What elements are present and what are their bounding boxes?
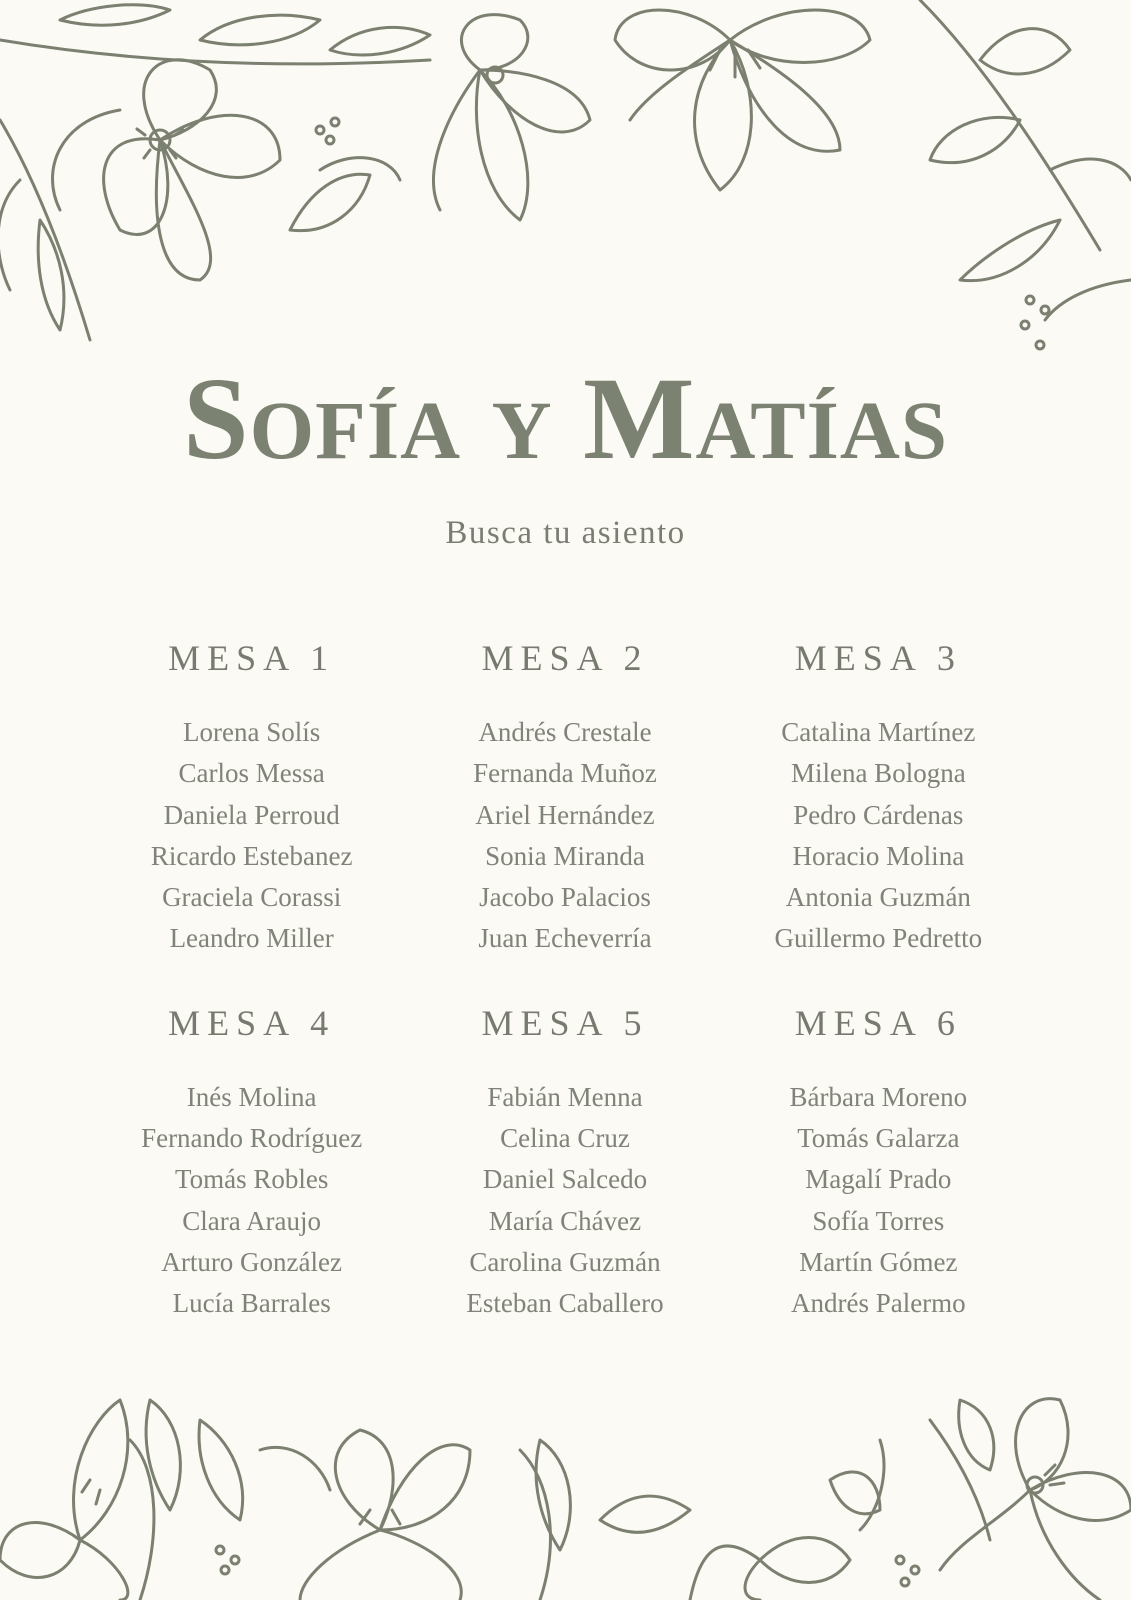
guest-name: Celina Cruz — [500, 1123, 630, 1154]
guest-name: Clara Araujo — [182, 1205, 322, 1236]
guest-list — [408, 1077, 721, 1325]
guest-list — [95, 1077, 408, 1325]
guest-name: Tomás Galarza — [797, 1123, 960, 1154]
guest-name: Arturo González — [161, 1246, 342, 1277]
page-subtitle: Busca tu asiento — [445, 515, 686, 551]
guest-name: Magalí Prado — [805, 1164, 952, 1195]
guest-name: Ricardo Estebanez — [150, 840, 353, 871]
guest-name: Milena Bologna — [790, 758, 966, 789]
guest-list — [722, 712, 1035, 960]
guest-name: Juan Echeverría — [478, 923, 652, 954]
guest-name: Antonia Guzmán — [785, 882, 971, 913]
floral-border-bottom — [0, 1360, 1131, 1600]
flower-icon — [434, 15, 590, 220]
table-title: MESA 1 — [168, 638, 336, 678]
guest-name: Graciela Corassi — [162, 882, 342, 913]
flower-icon — [0, 1400, 128, 1600]
table-card — [722, 1002, 1035, 1325]
guest-name: Jacobo Palacios — [479, 882, 651, 913]
table-title: MESA 2 — [481, 638, 649, 678]
floral-border-top — [0, 0, 1131, 360]
guest-list — [722, 1077, 1035, 1325]
guest-name: Bárbara Moreno — [789, 1081, 968, 1112]
table-card — [722, 640, 1035, 960]
guest-name: Andrés Palermo — [790, 1288, 966, 1319]
guest-name: Leandro Miller — [169, 923, 334, 954]
flower-icon — [300, 1430, 470, 1600]
table-card — [408, 640, 721, 960]
guest-name: Carolina Guzmán — [469, 1246, 661, 1277]
guest-name: Sonia Miranda — [485, 840, 645, 871]
flower-icon — [615, 10, 870, 190]
guest-name: Lorena Solís — [183, 717, 321, 747]
guest-name: Sofía Torres — [812, 1205, 945, 1236]
guest-name: Pedro Cárdenas — [793, 799, 964, 830]
guest-name: Lucía Barrales — [172, 1288, 331, 1319]
guest-name: Esteban Caballero — [466, 1288, 664, 1319]
guest-name: Tomás Robles — [174, 1164, 329, 1195]
table-title: MESA 5 — [481, 1002, 649, 1043]
guest-name: Andrés Crestale — [478, 717, 652, 747]
guest-name: Carlos Messa — [178, 758, 325, 789]
guest-name: Catalina Martínez — [781, 717, 976, 747]
table-title: MESA 4 — [168, 1002, 336, 1043]
guest-name: Fernanda Muñoz — [473, 758, 657, 789]
flower-icon — [53, 60, 281, 280]
flower-icon — [940, 1399, 1131, 1600]
guest-name: Daniel Salcedo — [482, 1164, 648, 1195]
table-card — [95, 1002, 408, 1325]
table-title: MESA 3 — [794, 638, 962, 678]
table-card — [95, 640, 408, 960]
guest-name: Fabián Menna — [487, 1081, 643, 1112]
guest-name: Guillermo Pedretto — [774, 923, 983, 954]
guest-name: María Chávez — [488, 1205, 642, 1236]
guest-name: Fernando Rodríguez — [141, 1123, 363, 1154]
guest-name: Martín Gómez — [799, 1246, 958, 1277]
table-card — [408, 1002, 721, 1325]
guest-name: Ariel Hernández — [475, 799, 655, 830]
guest-list — [408, 712, 721, 960]
guest-name: Inés Molina — [186, 1081, 317, 1112]
table-title: MESA 6 — [794, 1002, 962, 1043]
page-title: Sofía y Matías — [183, 353, 948, 484]
flower-icon — [690, 1538, 850, 1600]
seating-grid — [95, 640, 1035, 1325]
guest-name: Daniela Perroud — [163, 799, 340, 830]
guest-list — [95, 712, 408, 960]
guest-name: Horacio Molina — [792, 840, 965, 871]
